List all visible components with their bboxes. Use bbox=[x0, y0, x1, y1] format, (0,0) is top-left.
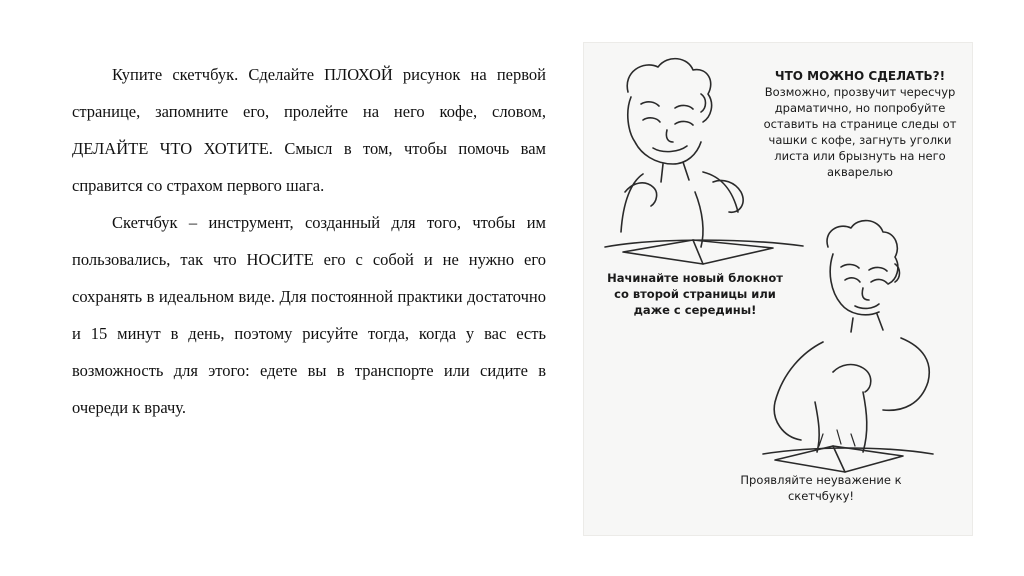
caption-body: Возможно, прозвучит чересчур драматично, но попробуйте оставить на странице следы от чашки с кофе, загнуть уголки листа или брызнуть на него акварелью bbox=[763, 85, 957, 179]
caption-new-notebook: Начинайте новый блокнот со второй страницы или даже с середины! bbox=[607, 271, 783, 317]
caption-title: ЧТО МОЖНО СДЕЛАТЬ?! bbox=[774, 69, 946, 83]
bottom-figure bbox=[763, 221, 933, 472]
caption-disrespect: Проявляйте неуважение к скетчбуку! bbox=[740, 473, 902, 503]
paragraph-2: Скетчбук – инструмент, созданный для того, чтобы им пользовались, так что НОСИТЕ его с собой и не нужно его сохранять в идеальном виде. Для постоянной практики достаточно и 15 минут в день, поэтому рисуйте тогда, когда у вас есть возможность для этого: едете вы в транспорте или сидите в очереди к врачу. bbox=[72, 213, 546, 417]
article-text bbox=[72, 56, 546, 426]
paragraph-1: Купите скетчбук. Сделайте ПЛОХОЙ рисунок на первой странице, запомните его, пролейте на него кофе, словом, ДЕЛАЙТЕ ЧТО ХОТИТЕ. Смысл в том, чтобы помочь вам справится со страхом первого шага. bbox=[72, 65, 546, 195]
sketch-illustration bbox=[583, 42, 973, 536]
